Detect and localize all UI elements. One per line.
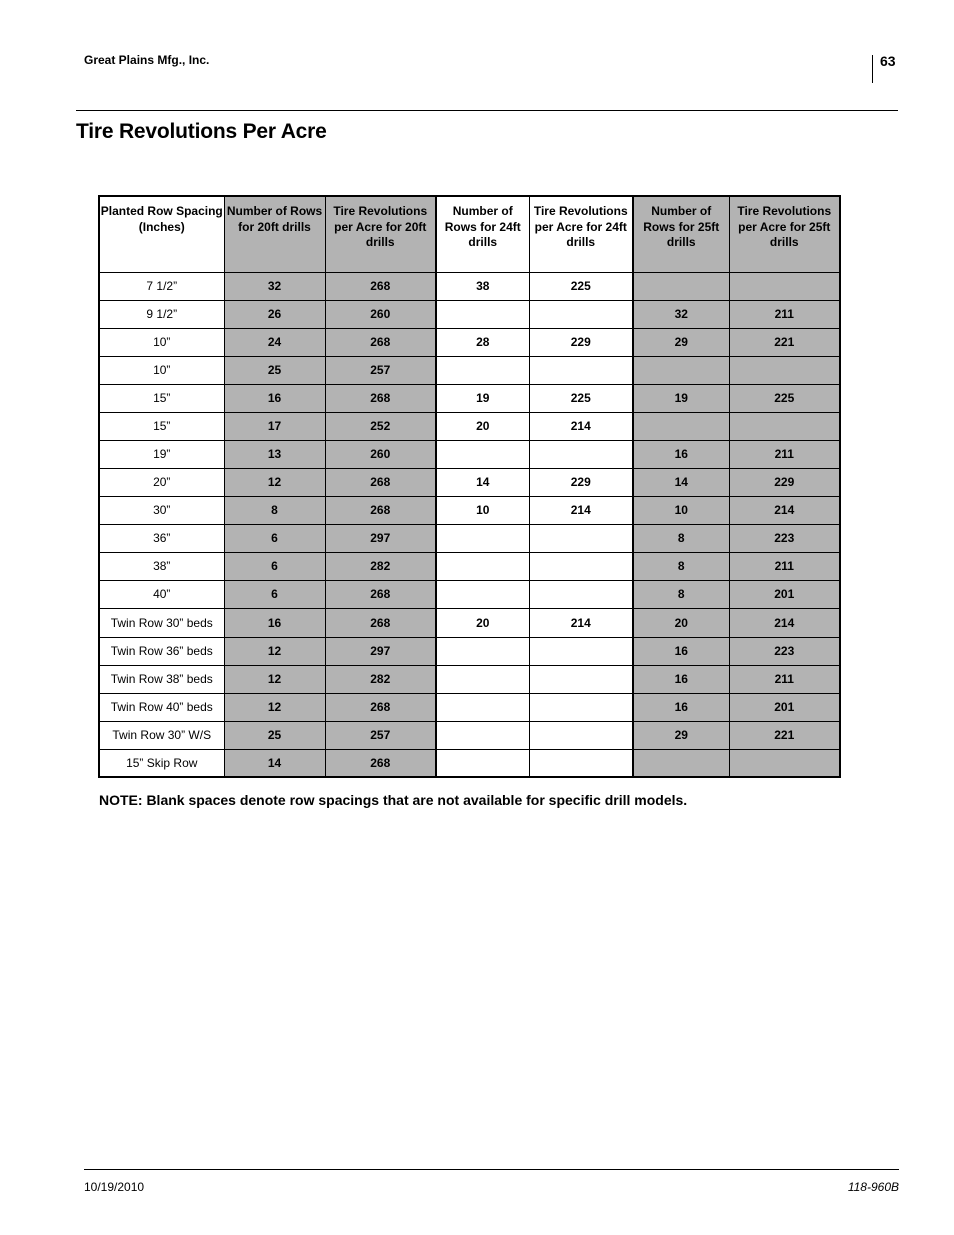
table-cell: 20 bbox=[436, 412, 529, 440]
table-row bbox=[99, 637, 840, 665]
footer-doc-number: 118-960B bbox=[847, 1180, 899, 1194]
table-cell bbox=[529, 356, 633, 384]
row-spacing-cell: 15” Skip Row bbox=[99, 749, 224, 777]
table-cell bbox=[729, 272, 840, 300]
table-cell bbox=[729, 749, 840, 777]
table-row bbox=[99, 608, 840, 637]
table-cell bbox=[436, 721, 529, 749]
table-row bbox=[99, 412, 840, 440]
table-cell: 12 bbox=[224, 637, 325, 665]
table-row bbox=[99, 693, 840, 721]
table-cell bbox=[529, 721, 633, 749]
table-cell: 28 bbox=[436, 328, 529, 356]
table-cell: 20 bbox=[436, 608, 529, 637]
row-spacing-cell: 10” bbox=[99, 356, 224, 384]
table-cell: 229 bbox=[529, 328, 633, 356]
column-header: Number of Rows for 20ft drills bbox=[224, 196, 325, 272]
table-cell: 229 bbox=[529, 468, 633, 496]
table-row bbox=[99, 721, 840, 749]
table-cell: 6 bbox=[224, 552, 325, 580]
table-cell bbox=[529, 300, 633, 328]
table-cell bbox=[529, 749, 633, 777]
table-cell: 211 bbox=[729, 440, 840, 468]
table-cell: 214 bbox=[729, 496, 840, 524]
table-cell: 268 bbox=[325, 580, 436, 608]
row-spacing-cell: Twin Row 36” beds bbox=[99, 637, 224, 665]
table-cell: 211 bbox=[729, 552, 840, 580]
column-header: Number of Rows for 25ft drills bbox=[633, 196, 729, 272]
row-spacing-cell: 15” bbox=[99, 384, 224, 412]
table-cell: 260 bbox=[325, 300, 436, 328]
table-cell: 268 bbox=[325, 384, 436, 412]
table-cell bbox=[436, 552, 529, 580]
row-spacing-cell: Twin Row 38” beds bbox=[99, 665, 224, 693]
table-cell bbox=[436, 693, 529, 721]
table-cell: 14 bbox=[633, 468, 729, 496]
table-cell: 201 bbox=[729, 580, 840, 608]
footer-date: 10/19/2010 bbox=[84, 1180, 145, 1194]
column-header: Tire Revolutions per Acre for 24ft drills bbox=[529, 196, 633, 272]
row-spacing-cell: Twin Row 30” beds bbox=[99, 608, 224, 637]
table-cell: 38 bbox=[436, 272, 529, 300]
table-cell: 257 bbox=[325, 356, 436, 384]
table-cell: 12 bbox=[224, 468, 325, 496]
table-cell bbox=[529, 693, 633, 721]
table-cell: 268 bbox=[325, 608, 436, 637]
table-cell: 24 bbox=[224, 328, 325, 356]
table-cell: 201 bbox=[729, 693, 840, 721]
table-cell: 268 bbox=[325, 272, 436, 300]
table-row bbox=[99, 272, 840, 300]
table-row bbox=[99, 356, 840, 384]
column-header: Tire Revolutions per Acre for 20ft drills bbox=[325, 196, 436, 272]
table-cell: 16 bbox=[224, 608, 325, 637]
table-cell bbox=[633, 272, 729, 300]
table-cell: 268 bbox=[325, 749, 436, 777]
column-header: Tire Revolutions per Acre for 25ft drills bbox=[729, 196, 840, 272]
table-cell: 29 bbox=[633, 721, 729, 749]
table-row bbox=[99, 384, 840, 412]
table-cell bbox=[436, 524, 529, 552]
table-cell bbox=[729, 412, 840, 440]
row-spacing-cell: 38” bbox=[99, 552, 224, 580]
table-row bbox=[99, 580, 840, 608]
table-cell bbox=[529, 440, 633, 468]
table-cell: 221 bbox=[729, 328, 840, 356]
table-cell bbox=[633, 749, 729, 777]
table-cell: 12 bbox=[224, 693, 325, 721]
table-cell: 257 bbox=[325, 721, 436, 749]
table-cell: 19 bbox=[436, 384, 529, 412]
table-cell: 20 bbox=[633, 608, 729, 637]
row-spacing-cell: 30” bbox=[99, 496, 224, 524]
table-cell: 260 bbox=[325, 440, 436, 468]
table-cell: 8 bbox=[633, 580, 729, 608]
table-row bbox=[99, 524, 840, 552]
table-cell bbox=[529, 665, 633, 693]
table-cell bbox=[436, 665, 529, 693]
table-cell: 211 bbox=[729, 665, 840, 693]
row-spacing-cell: 20” bbox=[99, 468, 224, 496]
row-spacing-cell: 40” bbox=[99, 580, 224, 608]
table-cell: 16 bbox=[224, 384, 325, 412]
table-cell bbox=[436, 749, 529, 777]
table-row bbox=[99, 496, 840, 524]
table-cell bbox=[729, 356, 840, 384]
table-row bbox=[99, 552, 840, 580]
table-cell: 225 bbox=[529, 272, 633, 300]
table-cell: 268 bbox=[325, 693, 436, 721]
page-number: 63 bbox=[880, 53, 896, 69]
table-cell: 29 bbox=[633, 328, 729, 356]
table-cell: 268 bbox=[325, 468, 436, 496]
table-row bbox=[99, 749, 840, 777]
table-cell: 252 bbox=[325, 412, 436, 440]
table-cell: 282 bbox=[325, 552, 436, 580]
table-cell: 16 bbox=[633, 693, 729, 721]
table-cell bbox=[529, 580, 633, 608]
table-cell bbox=[633, 356, 729, 384]
row-spacing-cell: Twin Row 30” W/S bbox=[99, 721, 224, 749]
table-cell: 225 bbox=[529, 384, 633, 412]
table-row bbox=[99, 468, 840, 496]
table-cell: 225 bbox=[729, 384, 840, 412]
table-cell: 297 bbox=[325, 524, 436, 552]
table-note: NOTE: Blank spaces denote row spacings that are not available for specific drill models. bbox=[99, 792, 688, 808]
table-cell: 214 bbox=[729, 608, 840, 637]
row-spacing-cell: 19” bbox=[99, 440, 224, 468]
table-cell: 6 bbox=[224, 580, 325, 608]
table-cell: 214 bbox=[529, 412, 633, 440]
table-cell: 214 bbox=[529, 608, 633, 637]
table-cell: 17 bbox=[224, 412, 325, 440]
row-spacing-cell: 10” bbox=[99, 328, 224, 356]
table-cell: 10 bbox=[436, 496, 529, 524]
table-cell: 10 bbox=[633, 496, 729, 524]
table-cell bbox=[436, 300, 529, 328]
table-cell: 282 bbox=[325, 665, 436, 693]
table-cell: 268 bbox=[325, 496, 436, 524]
table-cell: 221 bbox=[729, 721, 840, 749]
table-cell: 211 bbox=[729, 300, 840, 328]
table-cell: 8 bbox=[224, 496, 325, 524]
table-cell: 32 bbox=[224, 272, 325, 300]
table-cell: 16 bbox=[633, 665, 729, 693]
table-cell: 26 bbox=[224, 300, 325, 328]
table-cell: 297 bbox=[325, 637, 436, 665]
table-row bbox=[99, 300, 840, 328]
company-name: Great Plains Mfg., Inc. bbox=[84, 53, 210, 67]
table-cell: 229 bbox=[729, 468, 840, 496]
table-cell bbox=[436, 637, 529, 665]
row-spacing-cell: Twin Row 40” beds bbox=[99, 693, 224, 721]
table-row bbox=[99, 665, 840, 693]
table-cell bbox=[436, 580, 529, 608]
table-cell: 8 bbox=[633, 552, 729, 580]
table-header-row bbox=[99, 196, 840, 272]
row-spacing-cell: 7 1/2” bbox=[99, 272, 224, 300]
table-cell bbox=[529, 637, 633, 665]
table-cell: 16 bbox=[633, 637, 729, 665]
table-cell: 25 bbox=[224, 356, 325, 384]
table-cell: 268 bbox=[325, 328, 436, 356]
table-cell: 6 bbox=[224, 524, 325, 552]
table-cell: 16 bbox=[633, 440, 729, 468]
table-cell: 223 bbox=[729, 637, 840, 665]
table-cell: 8 bbox=[633, 524, 729, 552]
column-header: Planted Row Spacing (Inches) bbox=[99, 196, 224, 272]
column-header: Number of Rows for 24ft drills bbox=[436, 196, 529, 272]
table-cell: 12 bbox=[224, 665, 325, 693]
footer-rule bbox=[84, 1169, 899, 1170]
row-spacing-cell: 9 1/2” bbox=[99, 300, 224, 328]
header-rule bbox=[76, 110, 898, 111]
table-cell: 19 bbox=[633, 384, 729, 412]
table-cell: 214 bbox=[529, 496, 633, 524]
table-row bbox=[99, 328, 840, 356]
table-cell: 14 bbox=[436, 468, 529, 496]
table-cell bbox=[633, 412, 729, 440]
table-cell bbox=[529, 524, 633, 552]
table-cell bbox=[436, 356, 529, 384]
page-title: Tire Revolutions Per Acre bbox=[76, 120, 327, 143]
header-divider bbox=[872, 55, 873, 83]
row-spacing-cell: 15” bbox=[99, 412, 224, 440]
table-cell: 14 bbox=[224, 749, 325, 777]
table-cell: 32 bbox=[633, 300, 729, 328]
table-cell: 13 bbox=[224, 440, 325, 468]
table-cell: 223 bbox=[729, 524, 840, 552]
table-cell: 25 bbox=[224, 721, 325, 749]
tire-revolutions-table bbox=[98, 195, 841, 778]
table-cell bbox=[529, 552, 633, 580]
row-spacing-cell: 36” bbox=[99, 524, 224, 552]
table-cell bbox=[436, 440, 529, 468]
table-row bbox=[99, 440, 840, 468]
